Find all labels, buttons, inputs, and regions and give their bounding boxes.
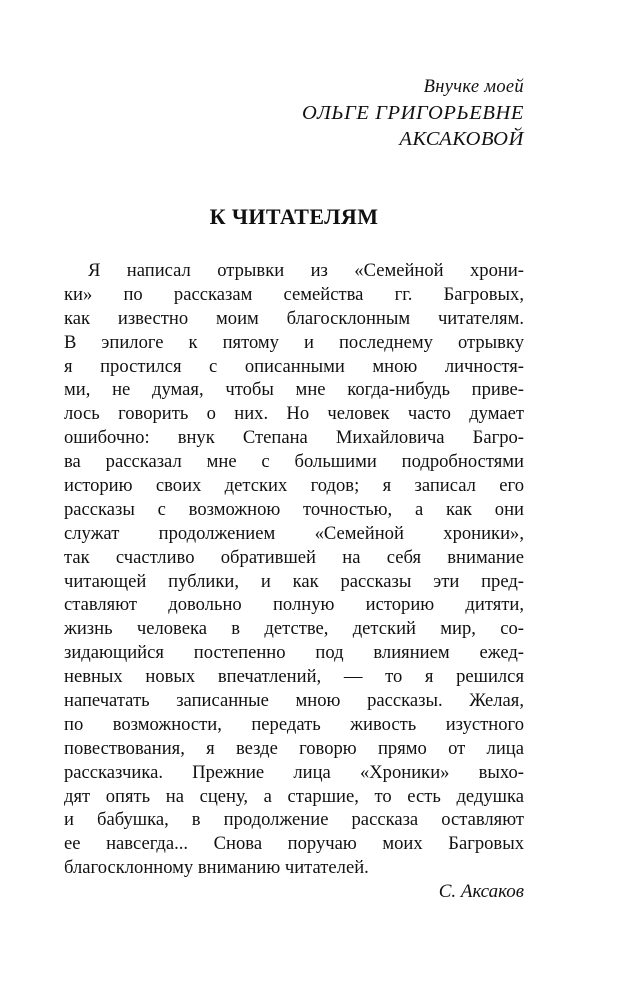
dedication-line-1: Внучке моей	[423, 77, 524, 97]
paragraph-line: читающей публики, и как рассказы эти пред-	[64, 570, 524, 592]
paragraph-line: ва рассказал мне с большими подробностями	[64, 451, 524, 473]
book-page	[64, 74, 524, 904]
paragraph-line: как известно моим благосклонным читателям.	[64, 307, 524, 329]
paragraph-line: я простился с описанными мною личностя-	[64, 355, 524, 377]
paragraph-line: повествования, я везде говорю прямо от лица	[64, 737, 524, 759]
paragraph-line: благосклонному вниманию читателей.	[64, 857, 369, 879]
paragraph-line: напечатать записанные мною рассказы. Желая,	[64, 690, 524, 712]
paragraph-line: жизнь человека в детстве, детский мир, со-	[64, 618, 524, 640]
dedication-line-2: ОЛЬГЕ ГРИГОРЬЕВНЕ	[302, 102, 524, 124]
paragraph-line: рассказчика. Прежние лица «Хроники» выхо-	[64, 761, 524, 783]
paragraph-line: и бабушка, в продолжение рассказа оставляют	[64, 809, 524, 831]
signature: С. Аксаков	[438, 881, 524, 903]
paragraph-line: ставляют довольно полную историю дитяти,	[64, 594, 524, 616]
paragraph-line: В эпилоге к пятому и последнему отрывку	[64, 331, 524, 353]
paragraph-line: ошибочно: внук Степана Михайловича Багро-	[64, 427, 524, 449]
paragraph-line: ки» по рассказам семейства гг. Багровых,	[64, 283, 524, 305]
paragraph-line: по возможности, передать живость изустного	[64, 713, 524, 735]
body-paragraph	[64, 259, 524, 880]
paragraph-line: Я написал отрывки из «Семейной хрони-	[88, 260, 524, 281]
paragraph-line: дят опять на сцену, а старшие, то есть дедушка	[64, 785, 524, 807]
dedication	[64, 74, 524, 152]
paragraph-line: историю своих детских годов; я записал его	[64, 475, 524, 497]
paragraph-line: зидающийся постепенно под влиянием ежед-	[64, 642, 524, 664]
paragraph-line: служат продолжением «Семейной хроники»,	[64, 522, 524, 544]
paragraph-line: невных новых впечатлений, — то я решился	[64, 666, 524, 688]
page-title: К ЧИТАТЕЛЯМ	[209, 204, 379, 229]
paragraph-line: ми, не думая, чтобы мне когда-нибудь приве-	[64, 379, 524, 401]
paragraph-line: так счастливо обратившей на себя внимание	[64, 546, 524, 568]
paragraph-line: лось говорить о них. Но человек часто думает	[64, 403, 524, 425]
paragraph-line: рассказы с возможною точностью, а как они	[64, 498, 524, 520]
paragraph-line: ее навсегда... Снова поручаю моих Багровых	[64, 833, 524, 855]
dedication-line-3: АКСАКОВОЙ	[399, 128, 524, 150]
